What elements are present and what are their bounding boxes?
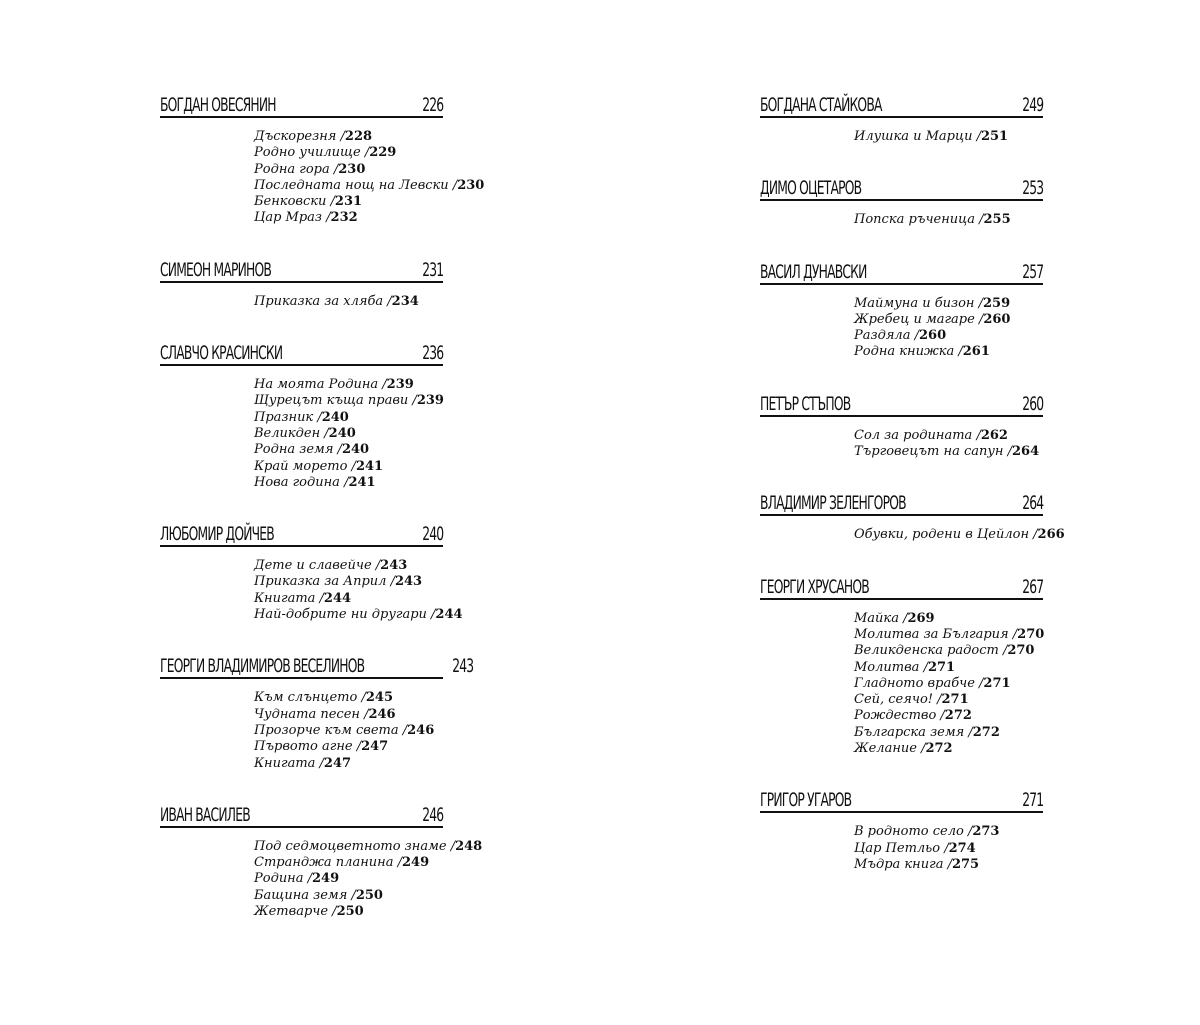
poem-entry — [854, 841, 1043, 857]
poem-page-number: 232 — [330, 210, 358, 226]
poem-title: Чудната песен / — [254, 706, 369, 722]
poem-page-number: 255 — [983, 212, 1011, 228]
poem-page-number: 244 — [435, 607, 463, 623]
poem-entry — [254, 574, 443, 590]
poem-page-number: 230 — [457, 177, 485, 193]
author-name: ГЕОРГИ ХРУСАНОВ — [760, 575, 869, 598]
poem-entry — [854, 312, 1043, 328]
poem-title: Бенковски / — [254, 194, 335, 210]
poem-page-number: 246 — [407, 722, 435, 738]
author-page-number: 267 — [1021, 575, 1043, 598]
poem-title: Майка / — [854, 610, 908, 626]
poem-entry — [254, 129, 443, 145]
author-name: ЛЮБОМИР ДОЙЧЕВ — [160, 523, 274, 546]
poem-page-number: 245 — [365, 690, 393, 706]
author-heading — [160, 251, 443, 283]
poem-page-number: 270 — [1007, 643, 1035, 659]
poem-page-number: 270 — [1017, 626, 1045, 642]
poem-title: Родно училище / — [254, 145, 370, 161]
poem-entry — [854, 676, 1043, 692]
poem-entry — [854, 692, 1043, 708]
poem-list — [854, 527, 1065, 543]
poem-title: Родина / — [254, 871, 313, 887]
poem-entry — [254, 475, 443, 491]
poem-page-number: 230 — [338, 161, 366, 177]
poem-entry — [254, 162, 443, 178]
author-section — [160, 515, 463, 623]
poem-entry — [254, 145, 443, 161]
poem-title: Към слънцето / — [254, 690, 366, 706]
author-heading — [160, 647, 474, 679]
poem-entry — [254, 739, 443, 755]
poem-entry — [254, 707, 443, 723]
poem-entry — [854, 611, 1043, 627]
poem-page-number: 250 — [336, 904, 364, 920]
poem-entry — [254, 442, 443, 458]
author-name: ДИМО ОЦЕТАРОВ — [760, 177, 862, 200]
poem-entry — [854, 328, 1043, 344]
author-page-number: 240 — [421, 523, 443, 546]
poem-entry — [254, 904, 443, 920]
poem-entry — [854, 296, 1043, 312]
author-heading — [160, 515, 443, 547]
poem-list — [854, 824, 1043, 873]
poem-title: Рождество / — [854, 708, 945, 724]
author-heading — [160, 796, 443, 828]
poem-page-number: 231 — [334, 194, 363, 210]
poem-page-number: 243 — [380, 558, 408, 574]
poem-title: Раздяла / — [854, 328, 919, 344]
toc-right-column — [760, 86, 1065, 897]
poem-entry — [854, 344, 1043, 360]
poem-title: Илушка и Марци / — [854, 129, 981, 144]
poem-page-number: 271 — [983, 675, 1011, 691]
poem-page-number: 240 — [341, 442, 370, 458]
author-section — [160, 647, 474, 771]
author-heading — [160, 86, 443, 118]
poem-entry — [854, 428, 1043, 444]
poem-title: Сей, сеячо! / — [854, 692, 942, 708]
poem-title: Молитва / — [854, 659, 928, 675]
poem-entry — [854, 212, 1043, 228]
poem-page-number: 239 — [386, 377, 414, 393]
poem-list — [254, 838, 483, 920]
poem-title: Сол за родината / — [854, 427, 981, 443]
poem-list — [854, 129, 1043, 145]
poem-title: Първото агне / — [254, 739, 362, 755]
author-name: ВЛАДИМИР ЗЕЛЕНГОРОВ — [760, 492, 906, 515]
poem-title: Родна земя / — [254, 442, 342, 458]
author-section — [760, 385, 1043, 461]
poem-page-number: 229 — [369, 145, 397, 161]
author-name: БОГДАН ОВЕСЯНИН — [160, 94, 276, 116]
author-page-number: 260 — [1021, 392, 1043, 415]
poem-title: Попска ръченица / — [854, 212, 984, 228]
poem-title: Бащина земя / — [254, 887, 356, 903]
poem-page-number: 249 — [312, 871, 340, 887]
poem-page-number: 272 — [925, 741, 953, 757]
poem-entry — [254, 871, 443, 887]
toc-left-column — [160, 86, 485, 944]
author-section — [760, 169, 1043, 228]
poem-title: Търговецът на сапун / — [854, 444, 1012, 460]
poem-entry — [854, 857, 1043, 873]
poem-page-number: 272 — [944, 708, 972, 724]
poem-entry — [254, 377, 443, 393]
poem-page-number: 275 — [951, 856, 980, 872]
poem-title: Книгата / — [254, 755, 324, 771]
author-section — [160, 334, 443, 491]
author-name: ВАСИЛ ДУНАВСКИ — [760, 260, 867, 283]
poem-list — [254, 129, 485, 227]
poem-entry — [854, 824, 1043, 840]
poem-page-number: 239 — [416, 393, 444, 409]
author-section — [160, 796, 483, 920]
poem-entry — [254, 426, 443, 442]
poem-title: Маймуна и бизон / — [854, 295, 984, 311]
poem-list — [254, 690, 443, 771]
poem-title: Щурецът къща прави / — [254, 393, 417, 409]
author-page-number: 243 — [451, 655, 474, 678]
poem-title: Цар Мраз / — [254, 210, 331, 226]
poem-title: Желание / — [854, 741, 926, 757]
poem-entry — [854, 444, 1043, 460]
poem-page-number: 259 — [983, 295, 1011, 311]
author-heading — [760, 253, 1043, 285]
author-section — [760, 781, 1043, 873]
poem-list — [254, 558, 463, 623]
author-heading — [760, 484, 1043, 516]
author-name: ПЕТЪР СТЪПОВ — [760, 392, 851, 415]
poem-page-number: 241 — [355, 458, 384, 474]
poem-title: Приказка за Април / — [254, 574, 395, 590]
poem-title: Последната нощ на Левски / — [254, 177, 458, 193]
poem-entry — [254, 194, 443, 210]
poem-page-number: 241 — [348, 474, 376, 490]
author-name: БОГДАНА СТАЙКОВА — [760, 94, 882, 116]
poem-title: Обувки, родени в Цейлон / — [854, 527, 1038, 543]
poem-entry — [854, 129, 1043, 145]
poem-title: Жетварче / — [254, 904, 337, 920]
author-heading — [760, 169, 1043, 201]
poem-page-number: 244 — [323, 590, 352, 606]
poem-entry — [854, 643, 1043, 659]
author-heading — [160, 334, 443, 366]
poem-title: Дете и славейче / — [254, 558, 381, 574]
poem-page-number: 266 — [1037, 527, 1065, 543]
poem-entry — [254, 393, 443, 409]
poem-title: Нова година / — [254, 474, 349, 490]
author-page-number: 253 — [1021, 177, 1043, 200]
poem-title: Родна книжка / — [854, 344, 963, 360]
poem-entry — [254, 591, 443, 607]
poem-entry — [254, 294, 443, 310]
poem-entry — [254, 855, 443, 871]
poem-title: Гладното врабче / — [854, 675, 984, 691]
poem-title: Книгата / — [254, 590, 324, 606]
poem-title: Прозорче към света / — [254, 722, 408, 738]
poem-list — [854, 212, 1043, 228]
poem-page-number: 251 — [980, 129, 1009, 144]
poem-page-number: 262 — [980, 427, 1008, 443]
author-page-number: 249 — [1021, 94, 1043, 116]
author-heading — [760, 568, 1043, 600]
author-page-number: 257 — [1021, 260, 1043, 283]
poem-list — [854, 611, 1043, 758]
poem-title: Молитва за България / — [854, 626, 1018, 642]
poem-page-number: 272 — [972, 724, 1000, 740]
author-name: ГРИГОР УГАРОВ — [760, 789, 852, 812]
poem-entry — [254, 723, 443, 739]
poem-title: Жребец и магаре / — [854, 311, 984, 327]
author-page-number: 271 — [1021, 789, 1043, 812]
poem-title: Дъскорезня / — [254, 129, 345, 144]
author-section — [760, 484, 1065, 543]
author-name: СЛАВЧО КРАСИНСКИ — [160, 342, 283, 365]
poem-title: Край морето / — [254, 458, 356, 474]
poem-page-number: 246 — [368, 706, 396, 722]
poem-title: Българска земя / — [854, 724, 973, 740]
author-section — [760, 568, 1043, 758]
poem-entry — [254, 558, 443, 574]
author-page-number: 231 — [421, 258, 443, 281]
poem-list — [854, 428, 1043, 461]
poem-list — [254, 377, 443, 491]
author-page-number: 264 — [1021, 492, 1043, 515]
poem-title: Мъдра книга / — [854, 856, 952, 872]
poem-page-number: 271 — [927, 659, 956, 675]
poem-page-number: 240 — [321, 409, 349, 425]
author-name: СИМЕОН МАРИНОВ — [160, 258, 272, 281]
poem-page-number: 269 — [907, 610, 935, 626]
poem-page-number: 271 — [941, 692, 969, 708]
poem-page-number: 264 — [1011, 444, 1040, 460]
poem-title: На моята Родина / — [254, 377, 387, 393]
poem-title: Цар Петльо / — [854, 840, 949, 856]
author-section — [160, 251, 443, 310]
poem-entry — [854, 527, 1065, 543]
author-page-number: 226 — [421, 94, 443, 116]
poem-page-number: 228 — [344, 129, 373, 144]
author-heading — [760, 781, 1043, 813]
poem-page-number: 247 — [361, 739, 389, 755]
poem-title: Великден / — [254, 425, 329, 441]
poem-title: Родна гора / — [254, 161, 339, 177]
poem-page-number: 260 — [918, 328, 947, 344]
author-section — [160, 86, 485, 227]
poem-entry — [254, 756, 443, 772]
poem-page-number: 243 — [394, 574, 423, 590]
poem-page-number: 261 — [962, 344, 990, 360]
author-name: ГЕОРГИ ВЛАДИМИРОВ ВЕСЕЛИНОВ — [160, 655, 365, 678]
poem-title: Най-добрите ни другари / — [254, 607, 436, 623]
poem-page-number: 240 — [328, 425, 356, 441]
poem-entry — [254, 690, 443, 706]
poem-entry — [254, 838, 483, 855]
author-name: ИВАН ВАСИЛЕВ — [160, 803, 250, 826]
poem-page-number: 234 — [391, 293, 419, 309]
poem-entry — [854, 741, 1043, 757]
poem-entry — [254, 410, 443, 426]
poem-entry — [254, 607, 463, 623]
poem-entry — [254, 888, 443, 904]
poem-entry — [854, 660, 1043, 676]
poem-entry — [854, 627, 1043, 643]
poem-page-number: 248 — [455, 838, 483, 854]
poem-page-number: 273 — [972, 824, 1000, 840]
poem-list — [854, 296, 1043, 361]
poem-entry — [254, 210, 443, 226]
poem-title: Великденска радост / — [854, 643, 1008, 659]
poem-title: Приказка за хляба / — [254, 293, 392, 309]
author-section — [760, 86, 1043, 145]
poem-page-number: 250 — [355, 887, 383, 903]
poem-title: Странджа планина / — [254, 855, 402, 871]
author-page-number: 246 — [421, 803, 443, 826]
poem-entry — [254, 459, 443, 475]
poem-title: В родното село / — [854, 824, 973, 840]
poem-entry — [254, 177, 485, 194]
author-section — [760, 253, 1043, 361]
author-heading — [760, 86, 1043, 118]
poem-entry — [854, 708, 1043, 724]
poem-list — [254, 294, 443, 310]
poem-page-number: 247 — [323, 755, 352, 771]
author-heading — [760, 385, 1043, 417]
author-page-number: 236 — [421, 342, 443, 365]
poem-page-number: 260 — [983, 311, 1011, 327]
poem-title: Празник / — [254, 409, 322, 425]
poem-entry — [854, 725, 1043, 741]
poem-title: Под седмоцветното знаме / — [254, 838, 456, 854]
poem-page-number: 274 — [948, 840, 976, 856]
poem-page-number: 249 — [401, 855, 430, 871]
